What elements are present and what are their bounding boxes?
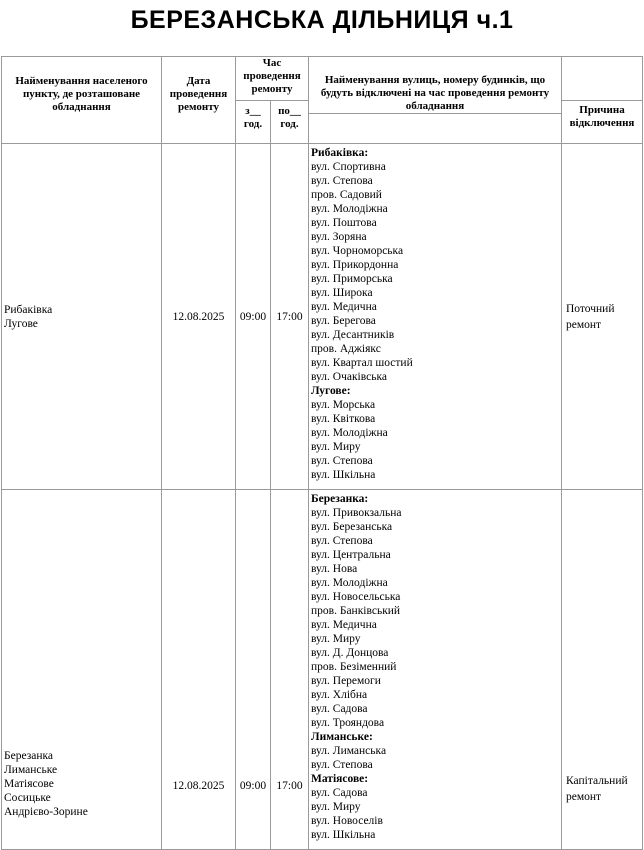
street-item: вул. Привокзальна [311, 507, 402, 519]
time-from-cell: 09:00 [236, 144, 271, 490]
street-item: вул. Нова [311, 563, 358, 575]
street-item: вул. Широка [311, 287, 373, 299]
street-item: вул. Чорноморська [311, 245, 404, 257]
header-streets: Найменування вулиць, номеру будинків, що будуть відключені на час проведення ремонту обладнання [309, 57, 562, 114]
street-item: вул. Березанська [311, 521, 393, 533]
street-item: вул. Степова [311, 455, 373, 467]
street-item: вул. Миру [311, 441, 361, 453]
street-item: вул. Шкільна [311, 469, 376, 481]
page-title: БЕРЕЗАНСЬКА ДІЛЬНИЦЯ ч.1 [130, 6, 514, 34]
reason-cell [562, 490, 643, 850]
table-row [2, 144, 643, 490]
time-from-cell: 09:00 [236, 490, 271, 850]
street-item: вул. Морська [311, 399, 376, 411]
streets-cell [309, 144, 562, 490]
locality-name: Сосицьке [4, 792, 51, 804]
time-to-cell: 17:00 [271, 144, 309, 490]
header-date: Дата проведення ремонту [162, 57, 236, 144]
locality-name: Матіясове [4, 778, 54, 790]
reason-text: Поточний [566, 302, 615, 315]
street-item: вул. Степова [311, 175, 373, 187]
street-item: вул. Д. Донцова [311, 647, 389, 659]
street-item: вул. Новоселів [311, 815, 383, 827]
street-item: вул. Центральна [311, 549, 391, 561]
locality-name: Рибаківка [4, 303, 53, 316]
street-item: вул. Приморська [311, 273, 393, 285]
street-item: вул. Поштова [311, 217, 377, 229]
street-item: вул. Молодіжна [311, 577, 388, 589]
street-item: пров. Садовий [311, 189, 382, 201]
street-item: вул. Прикордонна [311, 259, 399, 271]
reason-text: Капітальний [566, 775, 628, 787]
street-item: вул. Новосельська [311, 591, 401, 603]
table-row [2, 490, 643, 850]
settlement-heading: Лиманське: [311, 731, 373, 743]
reason-cell [562, 144, 643, 490]
header-locality: Найменування населеного пункту, де розташоване обладнання [2, 57, 162, 144]
street-item: вул. Молодіжна [311, 203, 388, 215]
street-item: пров. Банківський [311, 605, 401, 617]
street-item: вул. Десантників [311, 329, 395, 341]
reason-text: ремонт [566, 318, 602, 331]
locality-name: Лугове [4, 317, 38, 330]
street-item: вул. Зоряна [311, 231, 367, 243]
street-item: вул. Миру [311, 633, 361, 645]
locality-name: Березанка [4, 750, 54, 762]
street-item: вул. Медична [311, 619, 377, 631]
reason-text: ремонт [566, 791, 602, 803]
time-to-cell: 17:00 [271, 490, 309, 850]
settlement-heading: Матіясове: [311, 773, 369, 785]
street-item: вул. Берегова [311, 315, 376, 327]
street-item: вул. Садова [311, 703, 368, 715]
header-reason: Причина відключення [562, 101, 643, 144]
street-item: пров. Аджіякс [311, 343, 381, 355]
street-item: вул. Лиманська [311, 745, 387, 757]
outage-table [1, 56, 643, 850]
street-item: вул. Молодіжна [311, 427, 388, 439]
header-to: по__ год. [271, 101, 309, 144]
locality-name: Лиманське [4, 764, 58, 776]
street-item: вул. Квіткова [311, 413, 376, 425]
street-item: вул. Хлібна [311, 689, 368, 701]
street-item: вул. Шкільна [311, 829, 376, 841]
locality-cell [2, 144, 162, 490]
street-item: пров. Безіменний [311, 661, 397, 673]
street-item: вул. Спортивна [311, 161, 386, 173]
street-item: вул. Очаківська [311, 371, 387, 383]
streets-cell [309, 490, 562, 850]
street-item: вул. Садова [311, 787, 368, 799]
street-item: вул. Перемоги [311, 675, 381, 687]
street-item: вул. Трояндова [311, 717, 385, 729]
street-item: вул. Медична [311, 301, 377, 313]
street-item: вул. Миру [311, 801, 361, 813]
street-item: вул. Квартал шостий [311, 357, 413, 369]
street-item: вул. Степова [311, 759, 373, 771]
header-time: Час проведення ремонту [236, 57, 309, 101]
date-cell: 12.08.2025 [162, 144, 236, 490]
settlement-heading: Березанка: [311, 493, 369, 505]
header-from: з__ год. [236, 101, 271, 144]
settlement-heading: Рибаківка: [311, 147, 369, 159]
date-cell: 12.08.2025 [162, 490, 236, 850]
locality-name: Андрієво-Зорине [4, 806, 88, 818]
locality-cell [2, 490, 162, 850]
street-item: вул. Степова [311, 535, 373, 547]
settlement-heading: Лугове: [311, 385, 351, 397]
